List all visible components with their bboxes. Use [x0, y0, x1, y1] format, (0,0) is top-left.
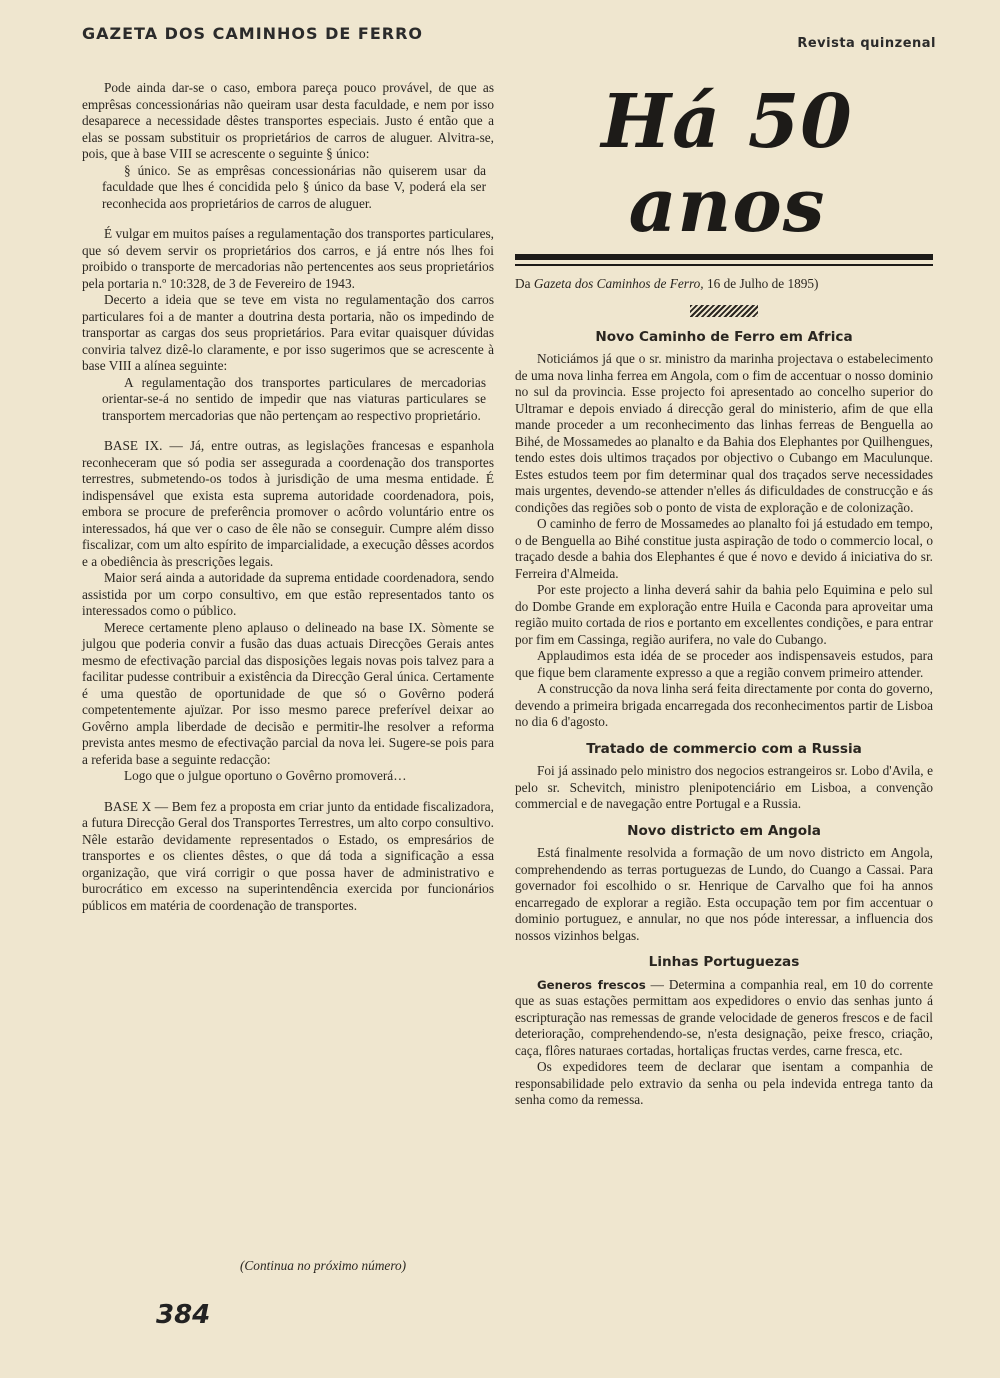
section-title-russia: Tratado de commercio com a Russia — [586, 740, 862, 757]
africa-paragraph-3: Por este projecto a linha deverá sahir da bahia pelo Equimina e pelo sul do Dombe Grande em exploração entre Huila e Caconda para aproveitar uma região muito cortada de rios e portanto em excellentes condições, e para entrar por fim em Cassinga, região aurifera, no vale do Cubango. — [515, 582, 933, 647]
section-masthead: Há 50 anos — [601, 79, 853, 249]
left-column — [82, 80, 494, 914]
page-number: 384 — [156, 1300, 211, 1330]
left-paragraph-base-ix: BASE IX. — Já, entre outras, as legislações francesas e espanhola reconheceram que só podia ser assegurada a coordenação dos transportes terrestres, submetendo-os todos à jurisdição de uma mesma entidade. É indispensável que exista esta suprema autoridade coordenadora, pois, embora se procure de preferência promover o acôrdo voluntário entre os interessados, há que ver o caso de êle não se conseguir. Cumpre além disso fiscalizar, com um alto espírito de imparcialidade, a execução dêsses acordos e a obediência às prescrições legais. — [82, 438, 494, 569]
africa-paragraph-2: O caminho de ferro de Mossamedes ao planalto foi já estudado em tempo, o de Benguella ao Bihé constitue justa aspiração de todo o commercio local, o traçado desde a bahia dos Elephantes é que é novo e devido á iniciativa do sr. Ferreira d'Almeida. — [515, 516, 933, 581]
section-title-angola: Novo districto em Angola — [627, 822, 821, 839]
russia-paragraph-1: Foi já assinado pelo ministro dos negocios estrangeiros sr. Lobo d'Avila, e pelo sr. Schevitch, ministro plenipotenciário em Lisboa, a convenção commercial e de navegação entre Portugal e a Russia. — [515, 763, 933, 811]
running-head-subtitle: Revista quinzenal — [797, 36, 936, 51]
left-paragraph-1: Pode ainda dar-se o caso, embora pareça pouco provável, de que as emprêsas concessionárias não queiram usar desta faculdade, e nem por isso desaparece a necessidade dêstes transportes especiais. Justo é então que a elas se possam substituir os proprietários de carros de aluguer. Alvitra-se, pois, que à base VIII se acrescente o seguinte § único: — [82, 80, 494, 161]
runin-heading: Generos frescos — [537, 977, 646, 992]
source-line — [515, 276, 933, 293]
masthead-rule-thick — [515, 254, 933, 260]
left-quote-2: A regulamentação dos transportes particulares de mercadorias orientar-se-á no sentido de impedir que nas viaturas particulares se transportem mercadorias que não pertençam ao respectivo proprietário. — [102, 374, 486, 423]
section-title-linhas: Linhas Portuguezas — [648, 954, 800, 970]
source-prefix: Da — [515, 276, 531, 291]
source-publication: Gazeta dos Caminhos de Ferro, — [533, 276, 704, 291]
left-paragraph-6: Merece certamente pleno aplauso o delineado na base IX. Sòmente se julgou que poderia convir a fusão das duas actuais Direcções Gerais antes mesmo de efectivação parcial das disposições legais novas pois talvez para a facilitar pudesse contribuir a existência da Direcção Geral única. Certamente é uma questão de oportunidade de que só o Govêrno poderá competentemente ajuïzar. Por isso mesmo parece preferível deixar ao Govêrno ampla liberdade de decisão e permitir-lhe resolver a reforma prevista antes mesmo de efectivação parcial da nova lei. Sugere-se pois para a referida base a seguinte redacção: — [82, 619, 494, 767]
linhas-paragraph-1-text: — Determina a companhia real, em 10 do corrente que as suas estações permittam aos expedidores o envio das senhas junto á escripturação nas remessas de grande velocidade de generos frescos e de facil deterioração, comprehendendo-se, n'esta designação, peixe fresco, criação, caça, flôres naturaes cortadas, hortaliças fructas verdes, carne fresca, etc. — [515, 976, 933, 1058]
continuation-note: (Continua no próximo número) — [240, 1258, 407, 1273]
linhas-paragraph-2: Os expedidores teem de declarar que isentam a companhia de responsabilidade pelo extravio da senha ou pela indevida entrega tanto da senha como da remessa. — [515, 1059, 933, 1107]
left-paragraph-base-x: BASE X — Bem fez a proposta em criar junto da entidade fiscalizadora, a futura Direcção Geral dos Transportes Terrestres, um alto corpo consultivo. Nêle estarão devidamente representados o Estado, os empresários de transportes e os clientes dêstes, o que dá toda a significação a essa organização, que virá corrigir o que possa haver de administrativo e burocrático em excesso na superintendência exercida por funcionários públicos em matéria de coordenação de transportes. — [82, 798, 494, 913]
africa-paragraph-5: A construcção da nova linha será feita directamente por conta do governo, devendo a primeira brigada encarregada dos reconhecimentos partir de Lisboa no dia 6 d'agosto. — [515, 681, 933, 729]
hatched-ornament — [690, 305, 758, 317]
africa-paragraph-4: Applaudimos esta idéa de se proceder aos indispensaveis estudos, para que fique bem claramente expresso a que a região convem primeiro attender. — [515, 648, 933, 680]
linhas-paragraph-1 — [515, 977, 933, 1060]
angola-paragraph-1: Está finalmente resolvida a formação de um novo districto em Angola, comprehendendo as terras portuguezas de Lundo, do Cuango a Cassai. Para governador foi escolhido o sr. Henrique de Carvalho que foi ha annos encarregado de explorar a região. Esta occupação tem por fim accentuar o dominio portuguez, e annular, no que nos póde interessar, a influencia dos nossos vizinhos belgas. — [515, 845, 933, 943]
left-quote-1: § único. Se as emprêsas concessionárias não quiserem usar da faculdade que lhes é concidida pelo § único da base V, poderá ela ser reconhecida aos proprietários de carros de aluguer. — [102, 162, 486, 211]
left-quote-3: Logo que o julgue oportuno o Govêrno promoverá… — [124, 768, 407, 783]
left-paragraph-3: Decerto a ideia que se teve em vista no regulamentação dos carros particulares foi a de manter a doutrina desta portaria, não os impedindo de transportar as cargas dos seus proprietários. Para evitar quaisquer dúvidas conviria talvez dizê-lo claramente, e por isso sugerimos que se acrescente à base VIII a alínea seguinte: — [82, 292, 494, 373]
africa-paragraph-1: Noticiámos já que o sr. ministro da marinha projectava o estabelecimento de uma nova linha ferrea em Angola, com o fim de accentuar o nosso dominio no sul da provincia. Esse projecto foi apresentado ao concelho superior do Ultramar e depois enviado á direcção geral do ministerio, afim de que ella mande proceder a um reconhecimento das linhas ferreas de Benguella ao Bihé, de Mossamedes ao planalto e da Bahia dos Elephantes por Quilhengues, tendo estes dois ultimos traçados por objectivo o Cubango em Maculunque. Estes estudos teem por fim determinar qual dos traçados serve necessidades mais urgentes, devendo-se attender n'elles ás dificuldades de construcção e ás condições das regiões sob o ponto de vista de exploração e de colonização. — [515, 351, 933, 515]
masthead-rule-thin — [515, 264, 933, 266]
left-paragraph-2: É vulgar em muitos países a regulamentação dos transportes particulares, que só devem servir os proprietários dos carros, e já entre nós lhes foi proibido o transporte de mercadorias não pertencentes aos seus proprietários pela portaria n.º 10:328, de 3 de Fevereiro de 1943. — [82, 226, 494, 291]
source-date: 16 de Julho de 1895) — [706, 276, 819, 291]
section-title-africa: Novo Caminho de Ferro em Africa — [595, 328, 853, 345]
left-paragraph-5: Maior será ainda a autoridade da suprema entidade coordenadora, sendo assistida por um corpo consultivo, em que estão representados tanto os interessados como o público. — [82, 570, 494, 618]
right-column — [515, 80, 933, 1109]
running-head-title: GAZETA DOS CAMINHOS DE FERRO — [82, 24, 424, 43]
